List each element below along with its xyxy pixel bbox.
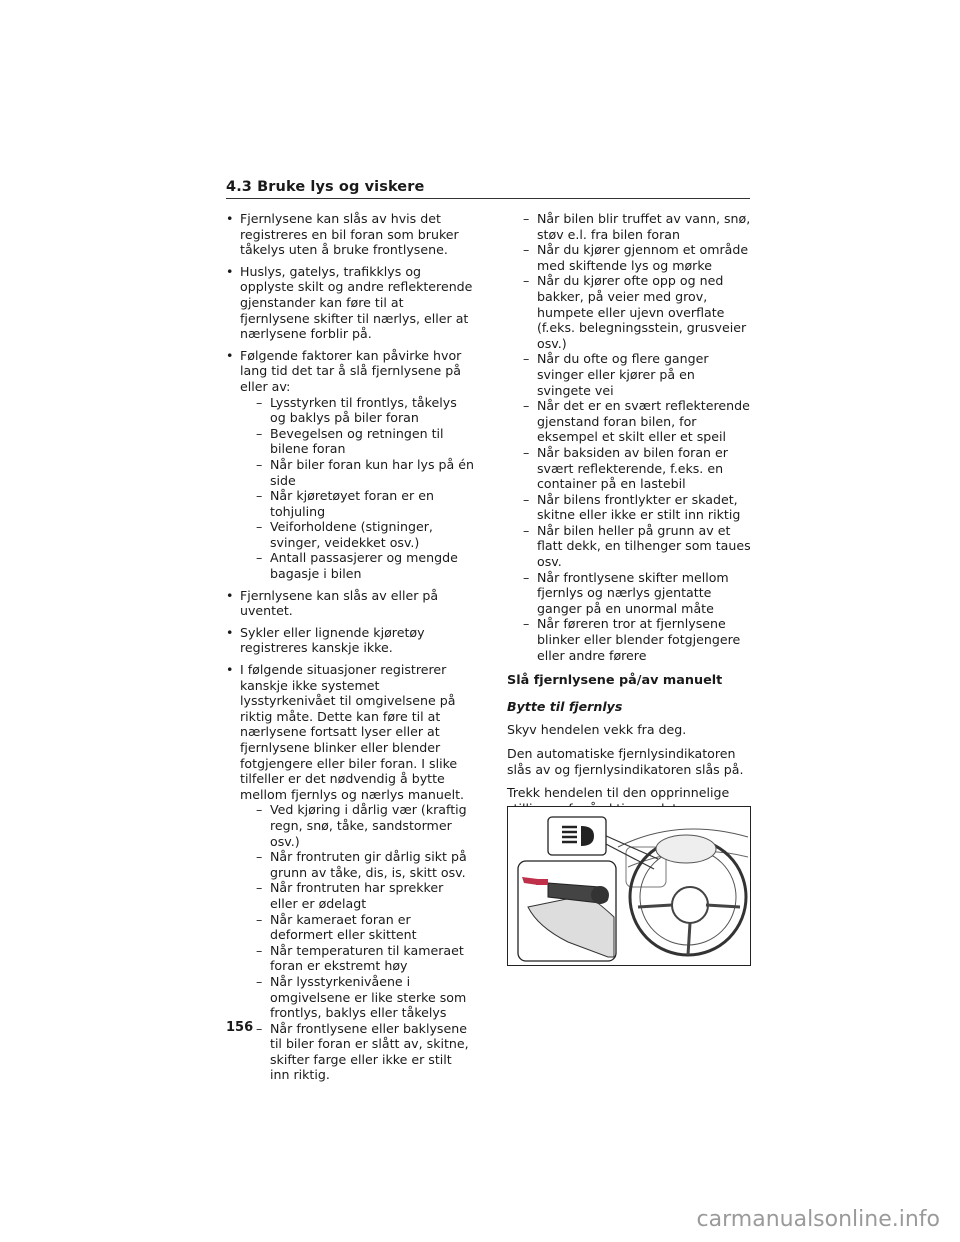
- sub-list-item: [256, 849, 474, 880]
- sub-list-item: [256, 912, 474, 943]
- section-title: 4.3 Bruke lys og viskere: [226, 179, 750, 199]
- paragraph: Trekk hendelen til den opprinnelige: [507, 785, 730, 801]
- sub-list-text: Når bilens frontlykter er skadet, skitne eller ikke er stilt inn riktig: [537, 491, 741, 523]
- subsection-heading: Slå fjernlysene på/av manuelt: [507, 673, 723, 689]
- dash-marker: –: [256, 519, 263, 535]
- bullet-text: Sykler eller lignende kjøretøy registreres kanskje ikke.: [240, 624, 425, 656]
- left-column: [226, 211, 474, 1089]
- dash-marker: –: [256, 488, 263, 504]
- sub-list-text: Når frontruten gir dårlig sikt på grunn av tåke, dis, is, skitt osv.: [270, 849, 467, 880]
- sub-list-text: Lysstyrken til frontlys, tåkelys og baklys på biler foran: [270, 394, 457, 426]
- dash-marker: –: [523, 273, 530, 289]
- sub-list-text: Antall passasjerer og mengde bagasje i bilen: [270, 550, 458, 582]
- dash-marker: –: [523, 242, 530, 258]
- dash-marker: –: [256, 942, 263, 958]
- bullet-marker: •: [226, 587, 234, 603]
- dash-marker: –: [523, 351, 530, 367]
- sub-list-text: Når biler foran kun har lys på én side: [270, 456, 474, 488]
- sub-list-item: [523, 492, 752, 523]
- bullet-text: Huslys, gatelys, trafikklys og opplyste skilt og andre reflekterende gjenstander kan føre til at fjernlysene skifter til nærlys, eller at nærlysene forblir på.: [240, 263, 473, 342]
- sub-list-text: Når kjøretøyet foran er en tohjuling: [270, 488, 434, 519]
- dash-marker: –: [256, 880, 263, 896]
- list-item: [226, 662, 474, 1083]
- right-column: [507, 211, 752, 840]
- paragraph: Skyv hendelen vekk fra deg.: [507, 722, 687, 738]
- sub-list-text: Når temperaturen til kameraet foran er ekstremt høy: [270, 942, 464, 974]
- dash-marker: –: [523, 616, 530, 632]
- dash-marker: –: [256, 550, 263, 566]
- dash-marker: –: [523, 211, 530, 226]
- sub-list-item: [523, 523, 752, 570]
- watermark: carmanualsonline.info: [696, 1207, 940, 1232]
- sub-list-text: Når kameraet foran er deformert eller skittent: [270, 911, 417, 943]
- sub-list-text: Når føreren tror at fjernlysene blinker eller blender fotgjengere eller andre førere: [537, 616, 741, 663]
- dash-marker: –: [523, 398, 530, 414]
- bullet-marker: •: [226, 263, 234, 279]
- sub-list-item: [256, 457, 474, 488]
- sub-list-item: [523, 616, 752, 663]
- sub-list-item: [523, 570, 752, 617]
- steering-lever-illustration: [508, 807, 750, 965]
- list-item: [226, 588, 474, 619]
- dash-marker: –: [523, 491, 530, 507]
- sub-list-item: [256, 974, 474, 1021]
- sub-list-text: Når bilen blir truffet av vann, snø, støv e.l. fra bilen foran: [537, 211, 751, 242]
- bullet-marker: •: [226, 624, 234, 640]
- dash-marker: –: [256, 1020, 263, 1036]
- sub-list-text: Når det er en svært reflekterende gjenstand foran bilen, for eksempel et skilt eller et speil: [537, 398, 750, 445]
- list-item: [226, 625, 474, 656]
- sub-list-text: Når frontlysene eller baklysene til biler foran er slått av, skitne, skifter farge eller ikke er stilt inn riktig.: [270, 1020, 469, 1083]
- sub-list-text: Ved kjøring i dårlig vær (kraftig regn, snø, tåke, sandstormer osv.): [270, 802, 467, 849]
- dash-marker: –: [256, 849, 263, 865]
- sub-list-item: [256, 488, 474, 519]
- subsubsection-heading: Bytte til fjernlys: [507, 698, 623, 714]
- dash-marker: –: [523, 522, 530, 538]
- sub-list-item: [256, 426, 474, 457]
- sub-list-text: Når bilen heller på grunn av et flatt dekk, en tilhenger som taues osv.: [537, 522, 751, 570]
- list-item: [226, 211, 474, 258]
- bullet-text: I følgende situasjoner registrerer kanskje ikke systemet lysstyrkenivået til omgivelsene på riktig måte. Dette kan føre til at nærlysene fortsatt lyser eller at fjernlysene blinker eller blender fotgjengere eller biler foran. I slike tilfeller er det nødvendig å bytte mellom fjernlys og nærlys manuelt.: [240, 662, 465, 802]
- sub-list-item: [256, 943, 474, 974]
- list-item: [226, 264, 474, 342]
- dash-marker: –: [256, 802, 263, 818]
- sub-list-item: [523, 273, 752, 351]
- sub-list-text: Når frontruten har sprekker eller er ødelagt: [270, 880, 444, 911]
- sub-list-text: Bevegelsen og retningen til bilene foran: [270, 425, 444, 457]
- page-number: 156: [226, 1020, 254, 1035]
- sub-list-text: Når du kjører ofte opp og ned bakker, på veier med grov, humpete eller ujevn overflate (f.eks. belegningsstein, grusveier osv.): [537, 273, 747, 351]
- sub-list-text: Når frontlysene skifter mellom fjernlys og nærlys gjentatte ganger på en unormal måte: [537, 569, 729, 616]
- figure-steering-lever: [507, 806, 751, 966]
- sub-list-item: [256, 880, 474, 911]
- sub-list-text: Når lysstyrkenivåene i omgivelsene er like sterke som frontlys, baklys eller tåkelys: [270, 973, 467, 1021]
- sub-list-text: Når baksiden av bilen foran er svært reflekterende, f.eks. en container på en lastebil: [537, 444, 728, 492]
- sub-list-item: [523, 211, 752, 242]
- bullet-marker: •: [226, 211, 234, 226]
- dash-marker: –: [256, 425, 263, 441]
- sub-list-item: [256, 395, 474, 426]
- paragraph: Den automatiske fjernlysindikatoren slås av og fjernlysindikatoren slås på.: [507, 746, 744, 777]
- dash-marker: –: [523, 444, 530, 460]
- bullet-text: Følgende faktorer kan påvirke hvor lang tid det tar å slå fjernlysene på eller av:: [240, 347, 462, 394]
- sub-list-item: [523, 398, 752, 445]
- dash-marker: –: [256, 394, 263, 410]
- sub-list-text: Når du ofte og flere ganger svinger eller kjører på en svingete vei: [537, 351, 709, 398]
- sub-list-item: [523, 242, 752, 273]
- dash-marker: –: [256, 911, 263, 927]
- list-item: [226, 348, 474, 582]
- dash-marker: –: [523, 569, 530, 585]
- bullet-marker: •: [226, 662, 234, 678]
- bullet-marker: •: [226, 347, 234, 363]
- sub-list-item: [256, 802, 474, 849]
- sub-list-text: Når du kjører gjennom et område med skiftende lys og mørke: [537, 242, 749, 273]
- dash-marker: –: [256, 456, 263, 472]
- bullet-text: Fjernlysene kan slås av hvis det registreres en bil foran som bruker tåkelys uten å bruke frontlysene.: [240, 211, 459, 258]
- bullet-text: Fjernlysene kan slås av eller på uventet.: [240, 587, 439, 619]
- sub-list-item: [256, 519, 474, 550]
- sub-list-item: [523, 445, 752, 492]
- sub-list-text: Veiforholdene (stigninger, svinger, veidekket osv.): [270, 519, 433, 550]
- sub-list-item: [256, 1021, 474, 1083]
- sub-list-item: [256, 550, 474, 581]
- sub-list-item: [523, 351, 752, 398]
- dash-marker: –: [256, 973, 263, 989]
